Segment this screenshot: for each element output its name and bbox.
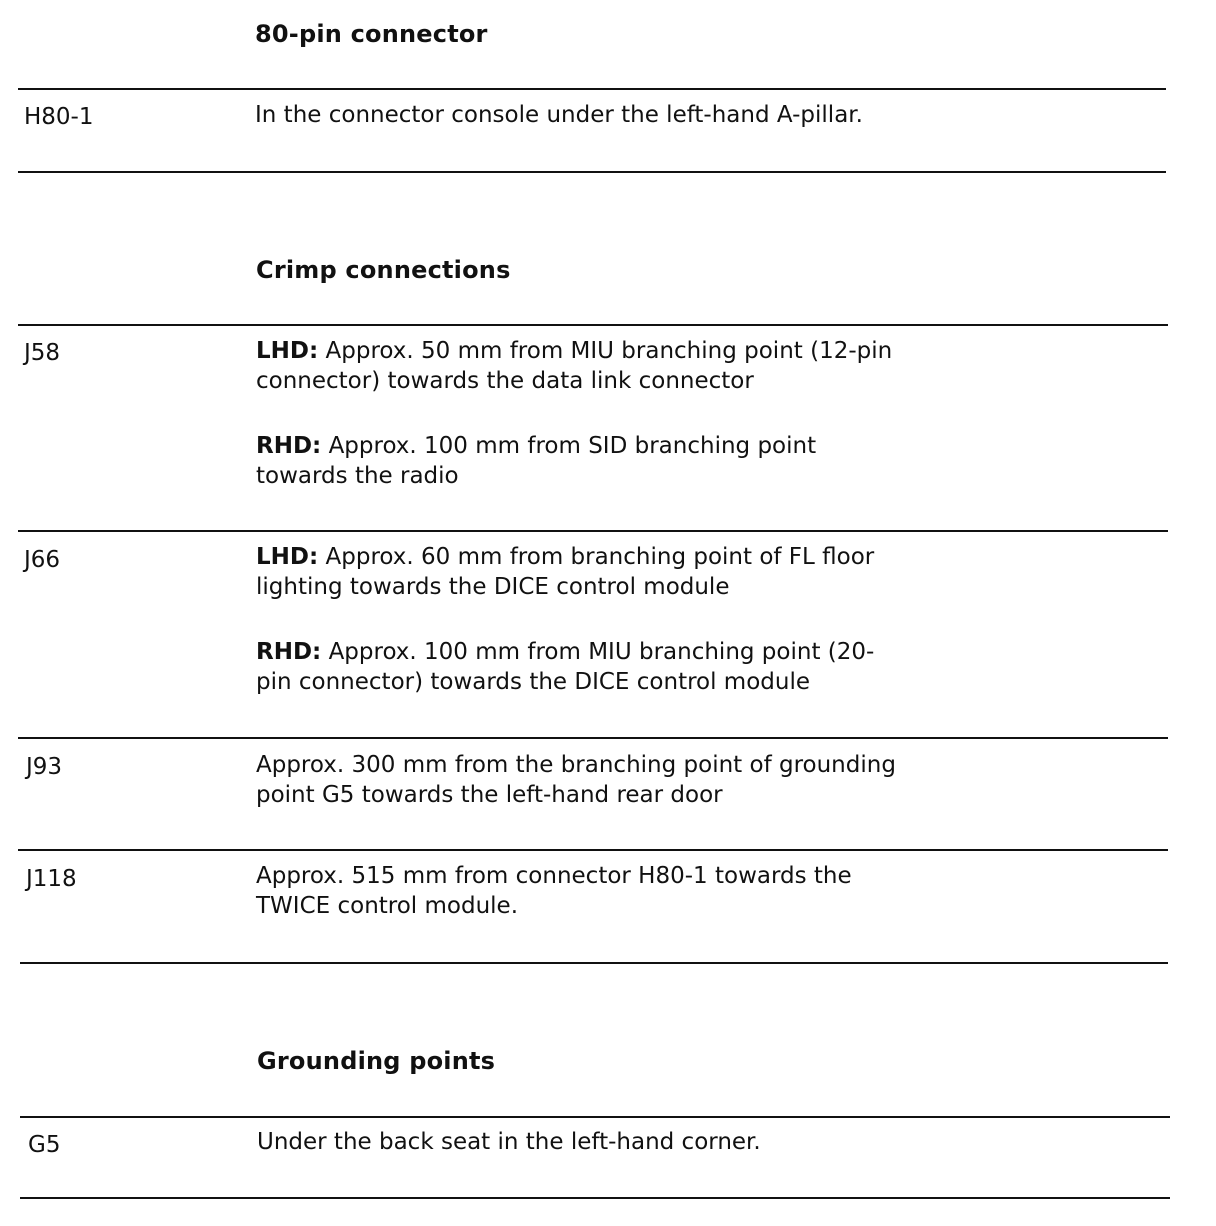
divider xyxy=(20,1197,1170,1199)
row-description-j66-lhd xyxy=(256,542,1016,602)
row-code-j118: J118 xyxy=(26,866,77,892)
rhd-label: RHD: xyxy=(256,639,322,665)
rhd-line-2: towards the radio xyxy=(256,463,459,489)
divider xyxy=(18,171,1166,173)
section-heading-crimp-connections: Crimp connections xyxy=(256,256,511,284)
divider xyxy=(18,849,1168,851)
section-heading-grounding-points: Grounding points xyxy=(257,1047,496,1075)
divider xyxy=(20,962,1168,964)
lhd-line-2: connector) towards the data link connector xyxy=(256,368,754,394)
rhd-line-1: Approx. 100 mm from SID branching point xyxy=(328,433,817,459)
divider xyxy=(18,324,1168,326)
section-heading-80-pin-connector: 80-pin connector xyxy=(255,20,488,48)
rhd-label: RHD: xyxy=(256,433,322,459)
lhd-label: LHD: xyxy=(256,338,319,364)
lhd-line-1: Approx. 50 mm from MIU branching point (12-pin xyxy=(325,338,893,364)
row-description-h80-1: In the connector console under the left-hand A-pillar. xyxy=(255,102,863,128)
row-description-j58-rhd xyxy=(256,431,1016,491)
row-code-j93: J93 xyxy=(26,754,63,780)
row-description-j118 xyxy=(256,861,1016,921)
rhd-line-2: pin connector) towards the DICE control module xyxy=(256,669,810,695)
divider xyxy=(18,737,1168,739)
row-description-j66-rhd xyxy=(256,637,1016,697)
row-code-j58: J58 xyxy=(24,340,61,366)
row-code-g5: G5 xyxy=(28,1132,61,1158)
row-code-j66: J66 xyxy=(24,547,61,573)
lhd-label: LHD: xyxy=(256,544,319,570)
lhd-line-1: Approx. 60 mm from branching point of FL floor xyxy=(325,544,875,570)
divider xyxy=(18,88,1166,90)
divider xyxy=(20,1116,1170,1118)
description-line-2: TWICE control module. xyxy=(256,893,519,919)
description-line-1: Approx. 515 mm from connector H80-1 towards the xyxy=(256,863,852,889)
row-description-j58-lhd xyxy=(256,336,1016,396)
description-line-1: Approx. 300 mm from the branching point of grounding xyxy=(256,752,896,778)
rhd-line-1: Approx. 100 mm from MIU branching point (20- xyxy=(328,639,875,665)
lhd-line-2: lighting towards the DICE control module xyxy=(256,574,730,600)
description-line-2: point G5 towards the left-hand rear door xyxy=(256,782,723,808)
row-description-j93 xyxy=(256,750,1016,810)
row-description-g5: Under the back seat in the left-hand corner. xyxy=(257,1129,761,1155)
divider xyxy=(18,530,1168,532)
row-code-h80-1: H80-1 xyxy=(24,104,94,130)
